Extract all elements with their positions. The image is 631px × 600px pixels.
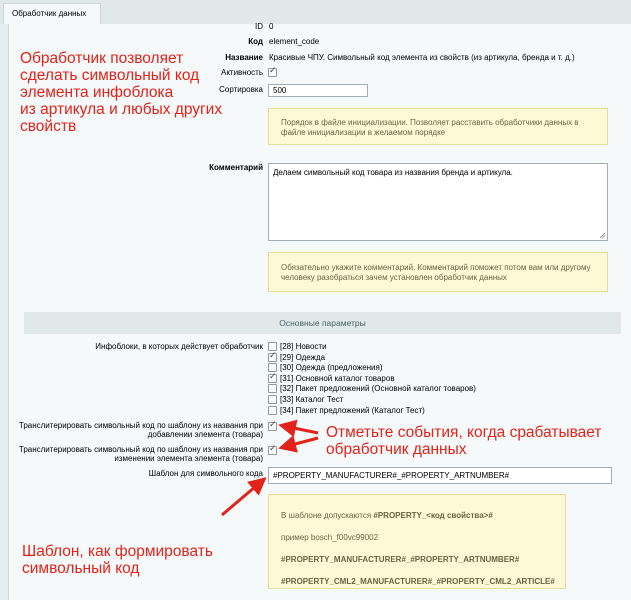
id-value: 0 — [269, 22, 274, 31]
iblock-label: [33] Каталог Тест — [280, 395, 344, 404]
arrow-template — [222, 481, 262, 515]
annotation-template: Шаблон, как формировать символьный код — [22, 543, 213, 577]
on-update-label: Транслитерировать символьный код по шаблону из названия при изменении элемента элемента (товара) — [18, 445, 263, 463]
hint-intro: В шаблоне допускаются #PROPERTY_<код свойства># — [281, 511, 493, 520]
sort-note: Порядок в файле инициализации. Позволяет расставить обработчики данных в файле инициализации в желаемом порядке — [268, 108, 608, 145]
iblock-label: [34] Пакет предложений (Каталог Тест) — [280, 405, 425, 415]
id-label: ID — [255, 22, 263, 31]
iblock-label: [32] Пакет предложений (Основной каталог товаров) — [280, 384, 476, 394]
tab-data-handler[interactable]: Обработчик данных — [3, 3, 101, 24]
iblock-label: [29] Одежда — [280, 352, 326, 362]
code-label: Код — [248, 37, 263, 46]
arrow-on-update — [284, 438, 318, 447]
iblocks-label: Инфоблоки, в которых действует обработчик — [95, 342, 263, 351]
iblock-label: [30] Одежда (предложения) — [280, 363, 383, 373]
comment-text: Делаем символьный код товара из названия бренда и артикула. — [273, 168, 513, 177]
annotation-events: Отметьте события, когда срабатывает обработчик данных — [326, 424, 602, 458]
section-main-params: Основные параметры — [24, 312, 621, 334]
active-label: Активность — [220, 68, 263, 77]
template-label: Шаблон для символьного кода — [148, 469, 263, 478]
comment-note: Обязательно укажите комментарий. Комментарий поможет потом вам или другому человеку разобраться зачем установлен обработчик данных — [268, 252, 608, 292]
name-value: Красивые ЧПУ. Символьный код элемента из свойств (из артикула, бренда и т. д.) — [269, 53, 575, 62]
on-add-label: Транслитерировать символьный код по шаблону из названия при добавлении элемента (товара) — [18, 421, 263, 439]
iblock-label: [31] Основной каталог товаров — [280, 373, 395, 383]
code-value: element_code — [269, 37, 320, 46]
hint-sample-1: #PROPERTY_MANUFACTURER#_#PROPERTY_ARTNUMBER# — [281, 555, 520, 564]
iblock-label: [28] Новости — [280, 342, 327, 351]
comment-label: Комментарий — [209, 163, 263, 172]
hint-example: пример bosch_f00vc99002 — [281, 533, 379, 542]
annotation-top: Обработчик позволяет сделать символьный код элемента инфоблока из артикула и любых других свойств — [20, 50, 223, 135]
hint-sample-2: #PROPERTY_CML2_MANUFACTURER#_#PROPERTY_CML2_ARTICLE# — [281, 577, 555, 586]
sort-label: Сортировка — [219, 85, 263, 94]
arrow-on-add — [284, 426, 318, 433]
name-label: Название — [225, 53, 263, 62]
